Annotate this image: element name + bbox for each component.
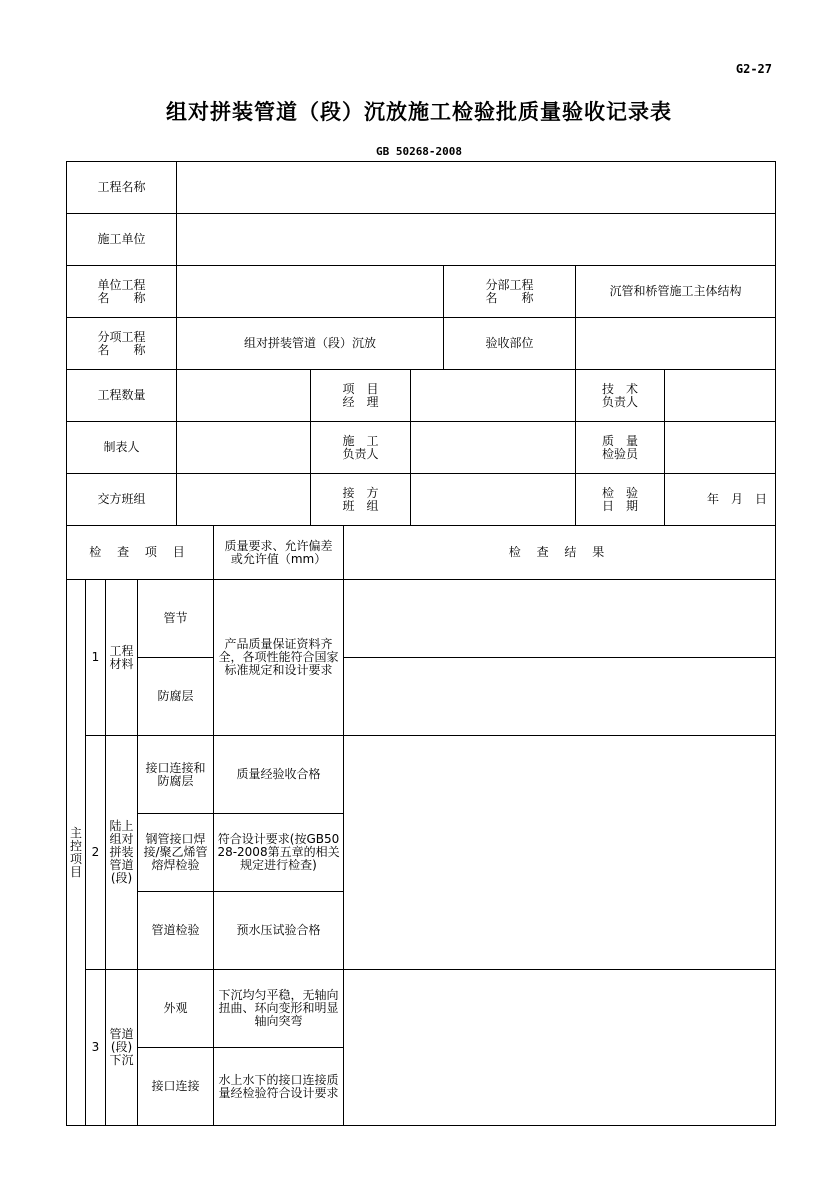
- qi-label-line2: 检验员: [601, 446, 638, 461]
- check-item: 外观: [138, 970, 214, 1048]
- req-header-line2: 或允许值（mm）: [230, 551, 327, 566]
- date-label-line2: 日 期: [601, 498, 638, 513]
- date-label-line1: 检 验: [601, 485, 638, 500]
- check-item: 防腐层: [138, 658, 214, 736]
- date-value[interactable]: 年 月 日: [665, 474, 776, 526]
- check-result[interactable]: [344, 658, 776, 736]
- receive-value[interactable]: [411, 474, 576, 526]
- group-no: 3: [86, 970, 106, 1126]
- qi-value[interactable]: [665, 422, 776, 474]
- part-value[interactable]: [576, 318, 776, 370]
- quantity-label: 工程数量: [67, 370, 177, 422]
- handover-value[interactable]: [177, 474, 311, 526]
- receive-label-line1: 接 方: [342, 485, 379, 500]
- req-header: [214, 526, 344, 580]
- group-name: 管道(段)下沉: [106, 970, 138, 1126]
- check-requirement: 符合设计要求(按GB5028-2008第五章的相关规定进行检查): [214, 814, 344, 892]
- pm-value[interactable]: [411, 370, 576, 422]
- site-label-line1: 施 工: [342, 433, 379, 448]
- info-table: [66, 161, 776, 526]
- check-requirement: 预水压试验合格: [214, 892, 344, 970]
- group-name: 工程材料: [106, 580, 138, 736]
- maker-value[interactable]: [177, 422, 311, 474]
- site-label-line2: 负责人: [342, 446, 379, 461]
- handover-label: 交方班组: [67, 474, 177, 526]
- check-item: 接口连接和防腐层: [138, 736, 214, 814]
- check-result[interactable]: [344, 736, 776, 970]
- main-control-label: 主控项目: [67, 580, 86, 1126]
- check-item: 管节: [138, 580, 214, 658]
- division-label-line2: 名 称: [485, 290, 534, 305]
- division-label-line1: 分部工程: [485, 277, 534, 292]
- pm-label-line2: 经 理: [342, 394, 379, 409]
- standard-code: GB 50268-2008: [375, 145, 463, 158]
- unit-project-label-line2: 名 称: [97, 290, 146, 305]
- page-title: 组对拼装管道（段）沉放施工检验批质量验收记录表: [166, 100, 672, 124]
- qi-label: [576, 422, 665, 474]
- subitem-label-line2: 名 称: [97, 342, 146, 357]
- unit-project-label: [67, 266, 177, 318]
- part-label: 验收部位: [444, 318, 576, 370]
- construction-unit-value[interactable]: [177, 214, 776, 266]
- unit-project-label-line1: 单位工程: [97, 277, 146, 292]
- project-name-label: 工程名称: [67, 162, 177, 214]
- division-value[interactable]: 沉管和桥管施工主体结构: [576, 266, 776, 318]
- receive-label: [311, 474, 411, 526]
- group-name: 陆上组对拼装管道(段): [106, 736, 138, 970]
- check-requirement: 下沉均匀平稳，无轴向扭曲、环向变形和明显轴向突弯: [214, 970, 344, 1048]
- check-item: 接口连接: [138, 1048, 214, 1126]
- check-result[interactable]: [344, 580, 776, 658]
- subitem-label: [67, 318, 177, 370]
- check-requirement: 质量经验收合格: [214, 736, 344, 814]
- pm-label: [311, 370, 411, 422]
- check-requirement: 水上水下的接口连接质量经检验符合设计要求: [214, 1048, 344, 1126]
- check-table: [66, 525, 776, 1126]
- check-requirement: 产品质量保证资料齐全，各项性能符合国家标准规定和设计要求: [214, 580, 344, 736]
- receive-label-line2: 班 组: [342, 498, 379, 513]
- subitem-label-line1: 分项工程: [97, 329, 146, 344]
- tech-label: [576, 370, 665, 422]
- form-code: G2-27: [735, 62, 772, 76]
- items-header: 检 查 项 目: [67, 526, 214, 580]
- site-label: [311, 422, 411, 474]
- qi-label-line1: 质 量: [601, 433, 638, 448]
- pm-label-line1: 项 目: [342, 381, 379, 396]
- result-header: 检 查 结 果: [344, 526, 776, 580]
- site-value[interactable]: [411, 422, 576, 474]
- tech-value[interactable]: [665, 370, 776, 422]
- tech-label-line1: 技 术: [601, 381, 638, 396]
- division-label: [444, 266, 576, 318]
- quantity-value[interactable]: [177, 370, 311, 422]
- tech-label-line2: 负责人: [601, 394, 638, 409]
- req-header-line1: 质量要求、允许偏差: [224, 538, 333, 553]
- maker-label: 制表人: [67, 422, 177, 474]
- unit-project-value[interactable]: [177, 266, 444, 318]
- construction-unit-label: 施工单位: [67, 214, 177, 266]
- subitem-value[interactable]: 组对拼装管道（段）沉放: [177, 318, 444, 370]
- check-item: 钢管接口焊接/聚乙烯管熔焊检验: [138, 814, 214, 892]
- date-label: [576, 474, 665, 526]
- check-item: 管道检验: [138, 892, 214, 970]
- group-no: 2: [86, 736, 106, 970]
- project-name-value[interactable]: [177, 162, 776, 214]
- group-no: 1: [86, 580, 106, 736]
- check-result[interactable]: [344, 970, 776, 1126]
